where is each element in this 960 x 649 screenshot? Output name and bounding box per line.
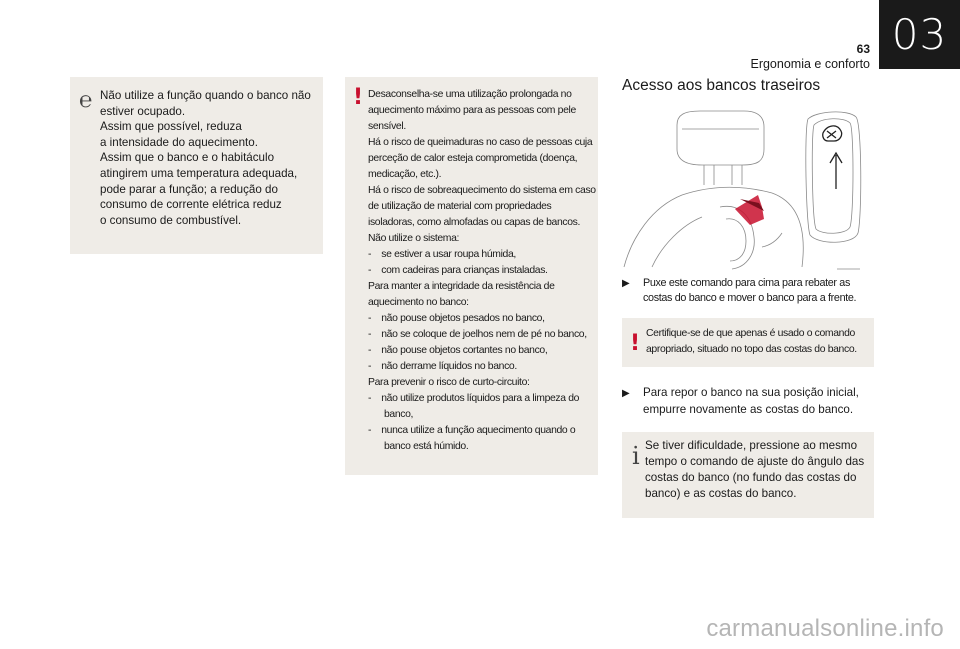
warning-bullet: - nunca utilize a função aquecimento quando o banco está húmido. <box>368 425 576 452</box>
eco-line: estiver ocupado. <box>100 104 186 118</box>
warning-bullet: - não utilize produtos líquidos para a limpeza do banco, <box>368 393 580 420</box>
eco-line: Não utilize a função quando o banco não <box>100 89 311 102</box>
eco-line: Assim que possível, reduza <box>100 120 242 134</box>
warning-paragraph: Para prevenir o risco de curto-circuito: <box>368 377 530 388</box>
warning-bullet: - não pouse objetos pesados no banco, <box>368 313 545 324</box>
step-text: Puxe este comando para cima para rebater as costas do banco e mover o banco para a frente. <box>643 277 857 304</box>
eco-note-text <box>100 88 320 228</box>
eco-line: o consumo de combustível. <box>100 213 242 227</box>
info-note-text: Se tiver dificuldade, pressione ao mesmo tempo o comando de ajuste do ângulo das costas do banco (no fundo das costas do banco) e as costas do banco. <box>645 439 865 500</box>
rear-seats-heading: Acesso aos bancos traseiros <box>622 77 821 94</box>
warning-bullet: - não pouse objetos cortantes no banco, <box>368 345 548 356</box>
warning-paragraph: Desaconselha-se uma utilização prolongada no aquecimento máximo para as pessoas com pele sensível. <box>368 89 576 132</box>
step-text: Para repor o banco na sua posição inicial, empurre novamente as costas do banco. <box>643 386 859 416</box>
watermark: carmanualsonline.info <box>706 615 944 642</box>
eco-line: consumo de corrente elétrica reduz <box>100 198 282 212</box>
section-title: Ergonomia e conforto <box>750 57 870 71</box>
chapter-tab: 03 <box>879 0 960 69</box>
info-note-box <box>622 432 874 518</box>
warning-icon: ! <box>630 331 641 356</box>
eco-line: pode parar a função; a redução do <box>100 182 278 196</box>
warning-note-box <box>345 77 598 475</box>
warning-paragraph: Há o risco de queimaduras no caso de pessoas cuja perceção de calor esteja comprometida (doença, medicação, etc.). <box>368 137 593 180</box>
step-arrow-icon: ▶ <box>622 388 630 399</box>
eco-line: atingirem uma temperatura adequada, <box>100 166 298 180</box>
step-arrow-icon: ▶ <box>622 278 630 289</box>
eco-line: Assim que o banco e o habitáculo <box>100 151 275 165</box>
rear-warning-text: Certifique-se de que apenas é usado o comando apropriado, situado no topo das costas do banco. <box>646 328 857 355</box>
warning-bullet: - se estiver a usar roupa húmida, <box>368 249 516 260</box>
eco-line: a intensidade do aquecimento. <box>100 135 258 149</box>
warning-paragraph: Não utilize o sistema: <box>368 233 460 244</box>
warning-paragraph: Para manter a integridade da resistência de aquecimento no banco: <box>368 281 555 308</box>
page-number: 63 <box>856 42 870 56</box>
warning-note-text <box>368 87 596 455</box>
seat-release-lever-icon <box>622 107 872 272</box>
warning-icon: ! <box>353 85 364 110</box>
eco-note-box <box>70 77 323 254</box>
warning-bullet: - não se coloque de joelhos nem de pé no banco, <box>368 329 587 340</box>
step-pull-lever <box>622 276 874 306</box>
warning-bullet: - não derrame líquidos no banco. <box>368 361 517 372</box>
step-push-back <box>622 385 874 418</box>
eco-icon: ℮ <box>79 88 93 113</box>
warning-bullet: - com cadeiras para crianças instaladas. <box>368 265 548 276</box>
warning-paragraph: Há o risco de sobreaquecimento do sistema em caso de utilização de material com propriedades isoladoras, como almofadas ou capas de bancos. <box>368 185 596 228</box>
rear-warning-box <box>622 318 874 367</box>
info-icon: i <box>632 442 640 470</box>
